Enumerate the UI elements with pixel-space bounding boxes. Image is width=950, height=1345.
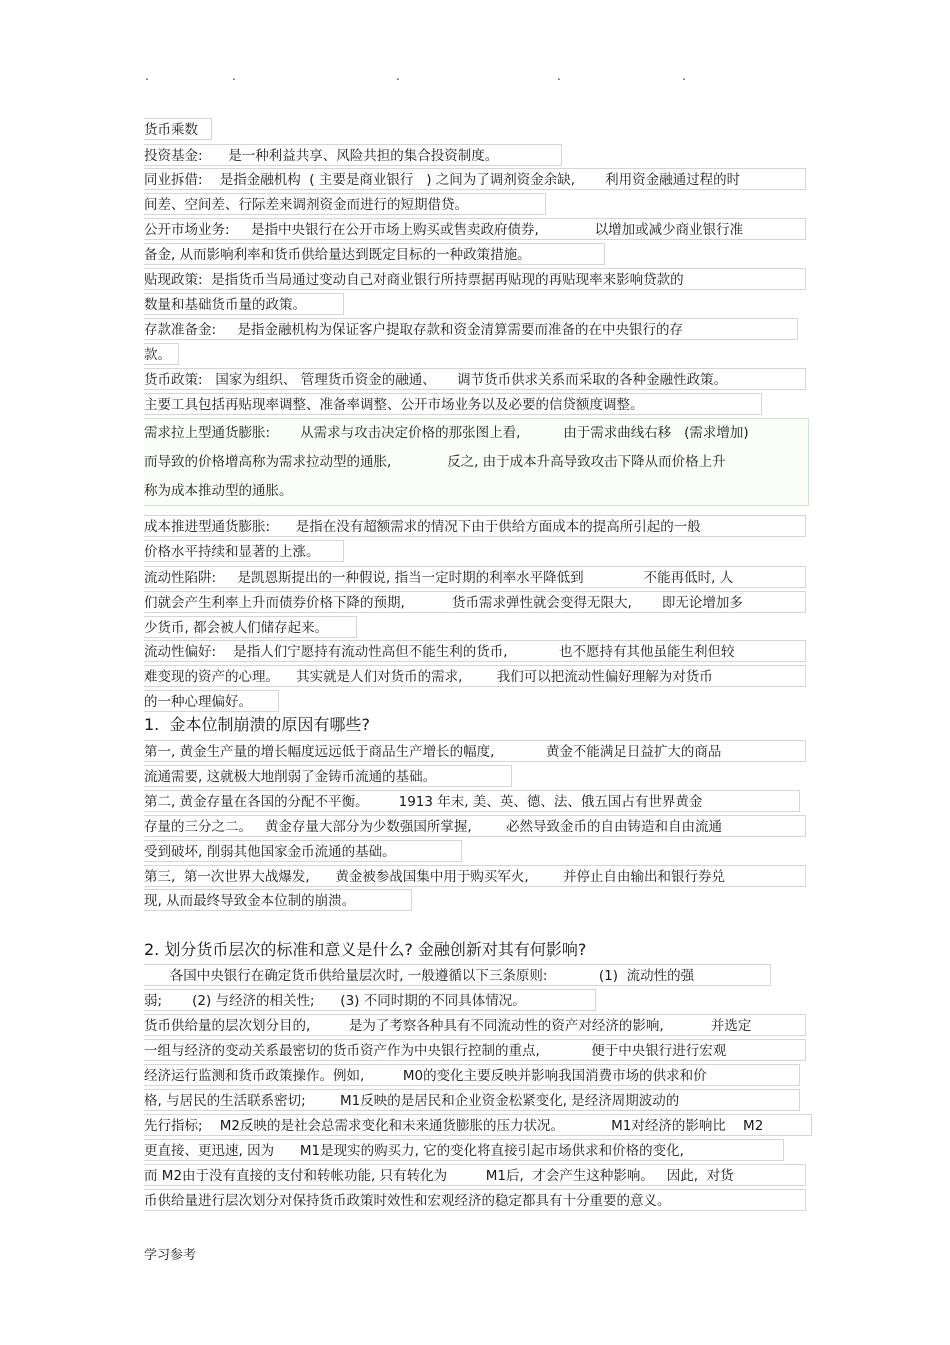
text-line: 而 M2由于没有直接的支付和转帐功能, 只有转化为 M1后, 才会产生这种影响。 因此, 对货 — [144, 1164, 806, 1186]
text-line: 数量和基础货币量的政策。 — [144, 293, 344, 315]
footer-text: 学习参考 — [144, 1248, 197, 1263]
text-line: 第二, 黄金存量在各国的分配不平衡。 1913 年末, 美、英、德、法、俄五国占有世界黄金 — [144, 790, 800, 812]
text-line: 款。 — [144, 343, 179, 365]
text-line: 流通需要, 这就极大地削弱了金铸币流通的基础。 — [144, 765, 512, 787]
text-line: 而导致的价格增高称为需求拉动型的通胀, 反之, 由于成本升高导致攻击下降从而价格上升 — [144, 454, 726, 470]
text-line: 一组与经济的变动关系最密切的货币资产作为中央银行控制的重点, 便于中央银行进行宏观 — [144, 1039, 806, 1061]
header-dot: . — [396, 69, 400, 83]
text-line: 公开市场业务: 是指中央银行在公开市场上购买或售卖政府债券, 以增加或减少商业银行准 — [144, 218, 806, 240]
header-dots — [0, 70, 950, 82]
header-dot: . — [145, 69, 149, 83]
header-dot: . — [557, 69, 561, 83]
text-line: 货币政策: 国家为组织、 管理货币资金的融通、 调节货币供求关系而采取的各种金融性政策。 — [144, 368, 806, 390]
text-line: 成本推进型通货膨胀: 是指在没有超额需求的情况下由于供给方面成本的提高所引起的一般 — [144, 515, 806, 537]
text-line: 的一种心理偏好。 — [144, 690, 279, 712]
text-line: 少货币, 都会被人们储存起来。 — [144, 616, 357, 638]
text-line: 格, 与居民的生活联系密切; M1反映的是居民和企业资金松紧变化, 是经济周期波动的 — [144, 1089, 800, 1111]
text-line: 第三, 第一次世界大战爆发, 黄金被参战国集中用于购买军火, 并停止自由输出和银行券兑 — [144, 865, 806, 887]
text-line: 货币乘数 — [144, 118, 212, 140]
text-line: 称为成本推动型的通胀。 — [144, 483, 293, 499]
text-line: 弱; (2) 与经济的相关性; (3) 不同时期的不同具体情况。 — [144, 989, 596, 1011]
text-line: 存款准备金: 是指金融机构为保证客户提取存款和资金清算需要而准备的在中央银行的存 — [144, 318, 798, 340]
text-line: 受到破坏, 削弱其他国家金币流通的基础。 — [144, 840, 462, 862]
text-line: 需求拉上型通货膨胀: 从需求与攻击决定价格的那张图上看, 由于需求曲线右移 (需求增加) — [144, 425, 749, 441]
text-line: 第一, 黄金生产量的增长幅度远远低于商品生产增长的幅度, 黄金不能满足日益扩大的商品 — [144, 740, 806, 762]
text-line: 投资基金: 是一种利益共享、风险共担的集合投资制度。 — [144, 144, 562, 166]
text-line: 们就会产生利率上升而债券价格下降的预期, 货币需求弹性就会变得无限大, 即无论增加多 — [144, 591, 806, 613]
text-line: 主要工具包括再贴现率调整、准备率调整、公开市场业务以及必要的信贷额度调整。 — [144, 393, 762, 415]
text-line: 货币供给量的层次划分目的, 是为了考察各种具有不同流动性的资产对经济的影响, 并选定 — [144, 1014, 806, 1036]
text-line: 经济运行监测和货币政策操作。例如, M0的变化主要反映并影响我国消费市场的供求和价 — [144, 1064, 800, 1086]
section-heading: 2. 划分货币层次的标准和意义是什么? 金融创新对其有何影响? — [144, 940, 587, 959]
text-line: 价格水平持续和显著的上涨。 — [144, 540, 344, 562]
text-line: 备金, 从而影响利率和货币供给量达到既定目标的一种政策措施。 — [144, 243, 605, 265]
text-line: 先行指标; M2反映的是社会总需求变化和未来通货膨胀的压力状况。 M1对经济的影响比 M2 — [144, 1114, 812, 1136]
text-line: 更直接、更迅速, 因为 M1是现实的购买力, 它的变化将直接引起市场供求和价格的变化, — [144, 1139, 784, 1161]
text-line: 难变现的资产的心理。 其实就是人们对货币的需求, 我们可以把流动性偏好理解为对货币 — [144, 665, 806, 687]
section-heading: 1. 金本位制崩溃的原因有哪些? — [144, 715, 370, 734]
text-line: 流动性陷阱: 是凯恩斯提出的一种假说, 指当一定时期的利率水平降低到 不能再低时, 人 — [144, 566, 806, 588]
text-line: 间差、空间差、行际差来调剂资金而进行的短期借贷。 — [144, 193, 546, 215]
text-line: 同业拆借: 是指金融机构 ( 主要是商业银行 ) 之间为了调剂资金余缺, 利用资金融通过程的时 — [144, 168, 806, 190]
text-line: 流动性偏好: 是指人们宁愿持有流动性高但不能生利的货币, 也不愿持有其他虽能生利但较 — [144, 640, 806, 662]
header-dot: . — [232, 69, 236, 83]
text-line: 存量的三分之二。 黄金存量大部分为少数强国所掌握, 必然导致金币的自由铸造和自由流通 — [144, 815, 806, 837]
header-dot: . — [682, 69, 686, 83]
text-line: 币供给量进行层次划分对保持货币政策时效性和宏观经济的稳定都具有十分重要的意义。 — [144, 1189, 806, 1211]
text-line: 现, 从而最终导致金本位制的崩溃。 — [144, 889, 412, 911]
text-line: 各国中央银行在确定货币供给量层次时, 一般遵循以下三条原则: (1) 流动性的强 — [144, 964, 771, 986]
text-line: 贴现政策: 是指货币当局通过变动自己对商业银行所持票据再贴现的再贴现率来影响贷款的 — [144, 268, 806, 290]
